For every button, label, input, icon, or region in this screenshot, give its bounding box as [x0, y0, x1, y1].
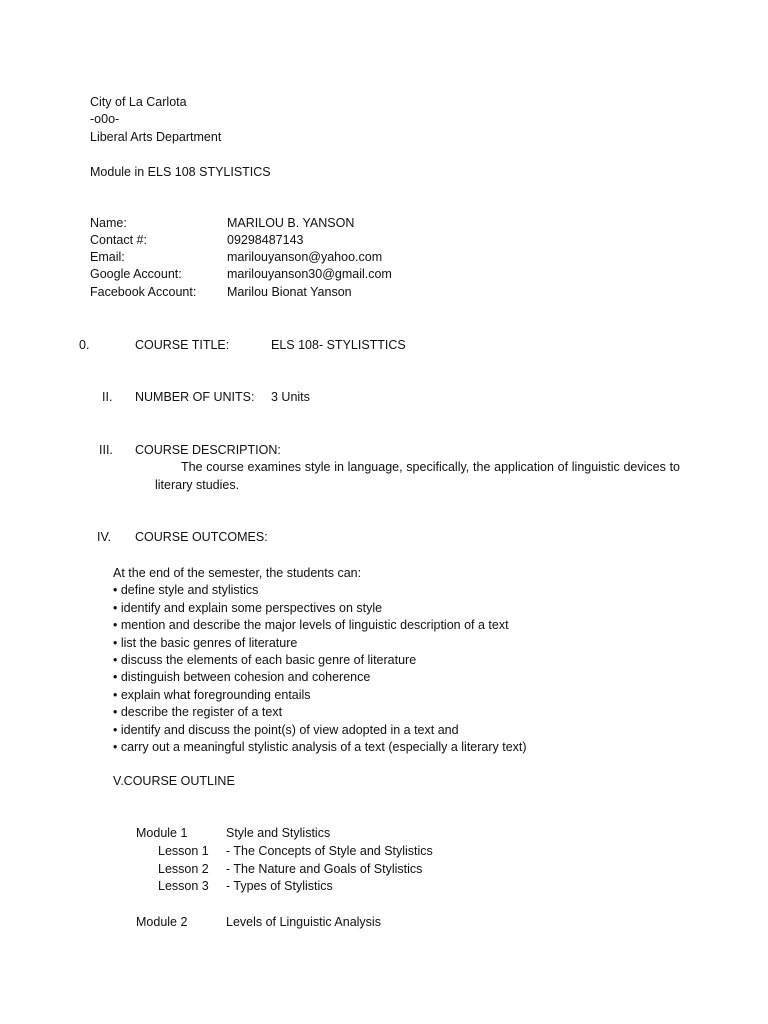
list-item: • explain what foregrounding entails: [113, 687, 311, 702]
info-value-facebook: Marilou Bionat Yanson: [227, 285, 352, 299]
description-label: COURSE DESCRIPTION:: [135, 443, 281, 457]
list-item: • describe the register of a text: [113, 705, 283, 720]
section-number-3: III.: [99, 443, 113, 457]
info-value-email: marilouyanson@yahoo.com: [227, 250, 383, 264]
list-item: • carry out a meaningful stylistic analysis of a text (especially a literary text): [113, 740, 527, 755]
lesson-3-title: - Types of Stylistics: [226, 879, 333, 893]
lesson-1-label: Lesson 1: [158, 844, 209, 858]
list-item: • list the basic genres of literature: [113, 635, 298, 650]
lesson-2-label: Lesson 2: [158, 862, 209, 876]
info-value-contact: 09298487143: [227, 233, 304, 247]
info-label-google: Google Account:: [90, 267, 182, 281]
lesson-1-title: - The Concepts of Style and Stylistics: [226, 844, 433, 858]
section-number-4: IV.: [97, 530, 112, 544]
outcomes-label: COURSE OUTCOMES:: [135, 530, 268, 544]
list-item: • define style and stylistics: [113, 583, 259, 598]
course-description: [155, 458, 680, 494]
section-number-2: II.: [102, 390, 113, 404]
course-title-value: ELS 108- STYLISTTICS: [271, 338, 406, 352]
list-item: • mention and describe the major levels of linguistic description of a text: [113, 618, 509, 633]
module-1-label: Module 1: [136, 826, 188, 840]
units-value: 3 Units: [271, 390, 310, 404]
outcomes-list: [113, 565, 527, 756]
module-title: Module in ELS 108 STYLISTICS: [90, 165, 271, 179]
info-label-name: Name:: [90, 216, 127, 230]
info-value-google: marilouyanson30@gmail.com: [227, 267, 392, 281]
units-label: NUMBER OF UNITS:: [135, 390, 255, 404]
module-2-title: Levels of Linguistic Analysis: [226, 915, 381, 929]
ornament-line: -o0o-: [90, 112, 120, 126]
city-name: City of La Carlota: [90, 95, 187, 109]
lesson-2-title: - The Nature and Goals of Stylistics: [226, 862, 423, 876]
outcomes-intro: At the end of the semester, the students can:: [113, 566, 362, 580]
course-title-label: COURSE TITLE:: [135, 338, 230, 352]
list-item: • identify and discuss the point(s) of view adopted in a text and: [113, 722, 459, 737]
info-value-name: MARILOU B. YANSON: [227, 216, 355, 230]
list-item: • distinguish between cohesion and coherence: [113, 670, 371, 685]
info-label-facebook: Facebook Account:: [90, 285, 197, 299]
section-number-0: 0.: [79, 338, 90, 352]
department-name: Liberal Arts Department: [90, 130, 222, 144]
lesson-3-label: Lesson 3: [158, 879, 209, 893]
course-description-text: The course examines style in language, specifically, the application of linguistic devices to literary studies.: [155, 460, 680, 492]
info-label-email: Email:: [90, 250, 125, 264]
outline-title: V.COURSE OUTLINE: [113, 774, 235, 788]
module-1-title: Style and Stylistics: [226, 826, 331, 840]
info-label-contact: Contact #:: [90, 233, 147, 247]
module-2-label: Module 2: [136, 915, 188, 929]
list-item: • identify and explain some perspectives on style: [113, 600, 383, 615]
list-item: • discuss the elements of each basic genre of literature: [113, 653, 417, 668]
